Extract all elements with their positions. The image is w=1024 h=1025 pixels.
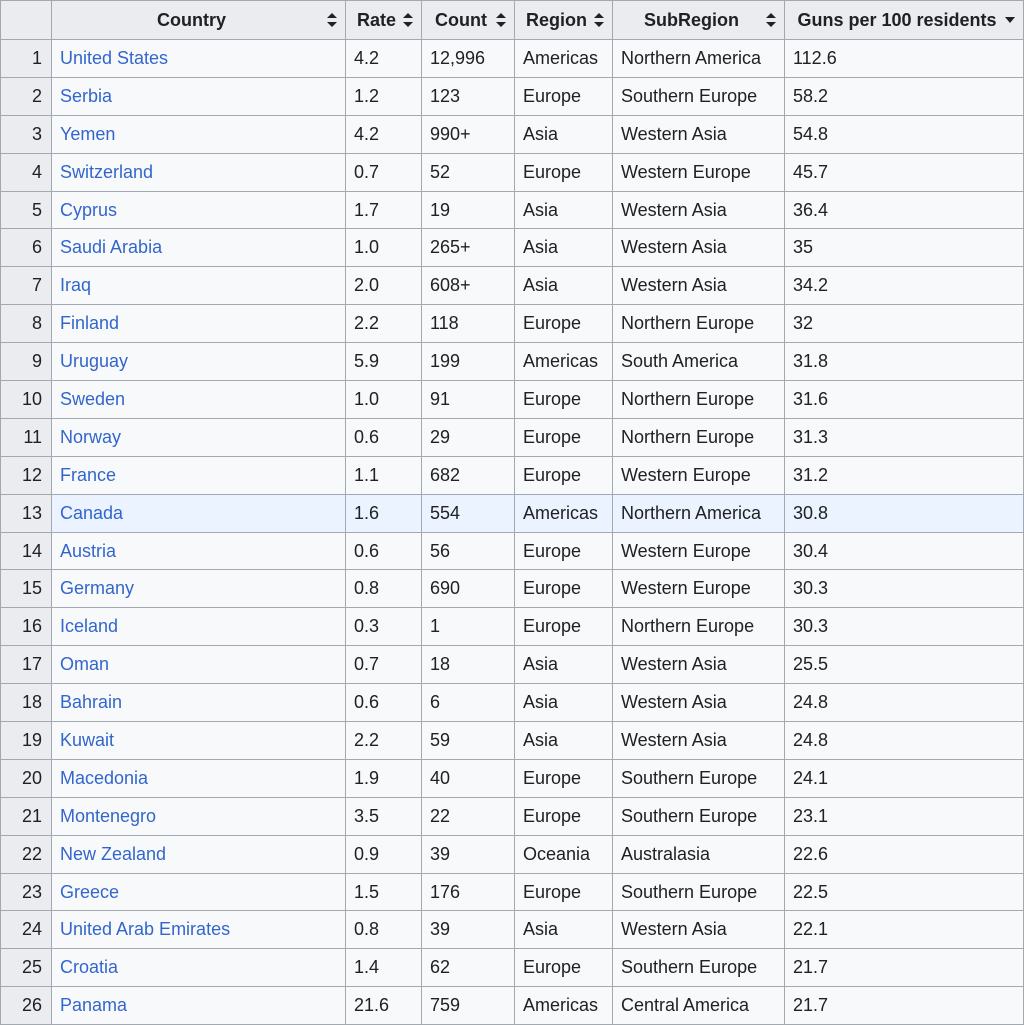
region-cell: Americas	[515, 987, 613, 1025]
country-cell	[52, 684, 346, 722]
row-index: 26	[1, 987, 52, 1025]
country-cell	[52, 305, 346, 343]
row-index: 22	[1, 835, 52, 873]
guns-per-100-cell: 22.6	[785, 835, 1024, 873]
row-index: 4	[1, 153, 52, 191]
subregion-cell: Central America	[613, 987, 785, 1025]
guns-per-100-cell: 35	[785, 229, 1024, 267]
country-cell	[52, 343, 346, 381]
guns-per-100-cell: 34.2	[785, 267, 1024, 305]
country-link[interactable]: Bahrain	[60, 692, 123, 713]
region-cell: Asia	[515, 646, 613, 684]
region-cell: Europe	[515, 797, 613, 835]
guns-per-100-cell: 112.6	[785, 40, 1024, 78]
count-cell: 123	[422, 77, 515, 115]
table-row	[1, 608, 1024, 646]
table-row	[1, 229, 1024, 267]
guns-per-100-cell: 32	[785, 305, 1024, 343]
count-cell: 40	[422, 759, 515, 797]
subregion-cell: Western Asia	[613, 229, 785, 267]
guns-per-100-cell: 54.8	[785, 115, 1024, 153]
guns-per-100-cell: 30.3	[785, 608, 1024, 646]
count-header-label: Count	[435, 9, 487, 30]
country-link[interactable]: Oman	[60, 654, 110, 675]
rate-cell: 2.0	[346, 267, 422, 305]
country-cell	[52, 267, 346, 305]
region-cell: Asia	[515, 267, 613, 305]
count-cell: 52	[422, 153, 515, 191]
sort-both-icon[interactable]	[766, 13, 776, 27]
rate-cell: 1.6	[346, 494, 422, 532]
table-row	[1, 684, 1024, 722]
country-cell	[52, 418, 346, 456]
count-column-header[interactable]	[422, 1, 515, 40]
country-link[interactable]: Panama	[60, 995, 128, 1016]
count-cell: 1	[422, 608, 515, 646]
guns-per-100-cell: 36.4	[785, 191, 1024, 229]
country-link[interactable]: United States	[60, 47, 169, 68]
country-cell	[52, 987, 346, 1025]
country-cell	[52, 911, 346, 949]
row-index: 25	[1, 949, 52, 987]
table-row	[1, 381, 1024, 419]
rate-cell: 0.9	[346, 835, 422, 873]
row-index: 1	[1, 40, 52, 78]
row-index: 11	[1, 418, 52, 456]
region-cell: Europe	[515, 532, 613, 570]
country-link[interactable]: Norway	[60, 426, 122, 447]
guns-per-100-cell: 23.1	[785, 797, 1024, 835]
rate-cell: 0.8	[346, 570, 422, 608]
subregion-cell: Southern Europe	[613, 77, 785, 115]
table-row	[1, 77, 1024, 115]
table-row	[1, 40, 1024, 78]
region-cell: Europe	[515, 873, 613, 911]
country-link[interactable]: United Arab Emirates	[60, 919, 231, 940]
region-cell: Europe	[515, 949, 613, 987]
subregion-cell: Northern Europe	[613, 418, 785, 456]
rate-cell: 1.1	[346, 456, 422, 494]
subregion-cell: Western Asia	[613, 684, 785, 722]
region-cell: Asia	[515, 191, 613, 229]
country-cell	[52, 153, 346, 191]
count-cell: 29	[422, 418, 515, 456]
rate-header-label: Rate	[356, 9, 396, 30]
region-cell: Oceania	[515, 835, 613, 873]
subregion-cell: Northern Europe	[613, 381, 785, 419]
guns-per-100-cell: 21.7	[785, 949, 1024, 987]
count-cell: 39	[422, 835, 515, 873]
subregion-cell: Western Asia	[613, 911, 785, 949]
table-row	[1, 418, 1024, 456]
subregion-header-label: SubRegion	[644, 9, 739, 30]
table-row	[1, 343, 1024, 381]
count-cell: 608+	[422, 267, 515, 305]
region-cell: Asia	[515, 722, 613, 760]
country-link[interactable]: Switzerland	[60, 161, 154, 182]
region-cell: Asia	[515, 229, 613, 267]
country-link[interactable]: Saudi Arabia	[60, 237, 163, 258]
guns-per-100-cell: 30.3	[785, 570, 1024, 608]
row-index: 12	[1, 456, 52, 494]
row-index: 16	[1, 608, 52, 646]
row-index: 14	[1, 532, 52, 570]
country-link[interactable]: Greece	[60, 881, 120, 902]
region-cell: Europe	[515, 608, 613, 646]
country-link[interactable]: Cyprus	[60, 199, 118, 220]
rate-cell: 1.0	[346, 381, 422, 419]
guns-per-100-cell: 25.5	[785, 646, 1024, 684]
country-link[interactable]: Finland	[60, 313, 120, 334]
table-row	[1, 153, 1024, 191]
region-cell: Asia	[515, 115, 613, 153]
subregion-cell: Western Asia	[613, 646, 785, 684]
country-cell	[52, 835, 346, 873]
table-row	[1, 191, 1024, 229]
country-column-header[interactable]	[52, 1, 346, 40]
region-cell: Europe	[515, 456, 613, 494]
guns-per-100-cell: 45.7	[785, 153, 1024, 191]
count-cell: 12,996	[422, 40, 515, 78]
sort-both-icon[interactable]	[496, 13, 506, 27]
region-column-header[interactable]	[515, 1, 613, 40]
rate-cell: 0.3	[346, 608, 422, 646]
sort-both-icon[interactable]	[403, 13, 413, 27]
count-cell: 22	[422, 797, 515, 835]
row-index: 6	[1, 229, 52, 267]
count-cell: 59	[422, 722, 515, 760]
guns-per-100-cell: 58.2	[785, 77, 1024, 115]
rate-cell: 1.4	[346, 949, 422, 987]
country-cell	[52, 873, 346, 911]
country-cell	[52, 722, 346, 760]
country-link[interactable]: France	[60, 464, 117, 485]
region-header-label: Region	[526, 9, 587, 30]
subregion-cell: Northern Europe	[613, 608, 785, 646]
country-cell	[52, 532, 346, 570]
rate-cell: 1.0	[346, 229, 422, 267]
country-link[interactable]: Canada	[60, 502, 124, 523]
table-row	[1, 797, 1024, 835]
subregion-cell: Western Europe	[613, 153, 785, 191]
row-index: 20	[1, 759, 52, 797]
country-link[interactable]: Yemen	[60, 123, 116, 144]
country-cell	[52, 646, 346, 684]
country-cell	[52, 115, 346, 153]
country-cell	[52, 229, 346, 267]
row-index: 7	[1, 267, 52, 305]
guns-per-100-cell: 24.1	[785, 759, 1024, 797]
table-row	[1, 722, 1024, 760]
guns-per-100-cell: 22.5	[785, 873, 1024, 911]
country-cell	[52, 494, 346, 532]
table-row	[1, 115, 1024, 153]
row-index: 17	[1, 646, 52, 684]
country-link[interactable]: Montenegro	[60, 805, 157, 826]
sort-both-icon[interactable]	[327, 13, 337, 27]
subregion-cell: Australasia	[613, 835, 785, 873]
region-cell: Europe	[515, 381, 613, 419]
table-row	[1, 494, 1024, 532]
rate-cell: 0.7	[346, 646, 422, 684]
count-cell: 199	[422, 343, 515, 381]
row-index: 10	[1, 381, 52, 419]
guns-per-100-cell: 30.4	[785, 532, 1024, 570]
rate-cell: 4.2	[346, 115, 422, 153]
table-row	[1, 570, 1024, 608]
region-cell: Americas	[515, 343, 613, 381]
guns-per-100-cell: 31.2	[785, 456, 1024, 494]
guns-per-100-cell: 30.8	[785, 494, 1024, 532]
subregion-cell: Western Asia	[613, 191, 785, 229]
subregion-cell: Northern Europe	[613, 305, 785, 343]
count-cell: 265+	[422, 229, 515, 267]
count-cell: 176	[422, 873, 515, 911]
rate-cell: 4.2	[346, 40, 422, 78]
rate-cell: 0.7	[346, 153, 422, 191]
country-cell	[52, 759, 346, 797]
country-link[interactable]: Austria	[60, 540, 117, 561]
rate-cell: 0.6	[346, 684, 422, 722]
region-cell: Asia	[515, 684, 613, 722]
count-cell: 62	[422, 949, 515, 987]
country-cell	[52, 949, 346, 987]
country-header-label: Country	[157, 9, 226, 30]
count-cell: 682	[422, 456, 515, 494]
count-cell: 56	[422, 532, 515, 570]
table-row	[1, 759, 1024, 797]
table-row	[1, 873, 1024, 911]
country-link[interactable]: Macedonia	[60, 767, 149, 788]
country-link[interactable]: Croatia	[60, 957, 119, 978]
country-link[interactable]: Kuwait	[60, 729, 115, 750]
country-link[interactable]: Germany	[60, 578, 135, 599]
guns-per-100-cell: 31.8	[785, 343, 1024, 381]
count-cell: 759	[422, 987, 515, 1025]
rate-column-header[interactable]	[346, 1, 422, 40]
subregion-cell: Western Europe	[613, 570, 785, 608]
country-link[interactable]: Serbia	[60, 85, 113, 106]
country-cell	[52, 456, 346, 494]
country-cell	[52, 608, 346, 646]
row-index: 23	[1, 873, 52, 911]
table-row	[1, 305, 1024, 343]
count-cell: 6	[422, 684, 515, 722]
row-index: 24	[1, 911, 52, 949]
rate-cell: 1.9	[346, 759, 422, 797]
subregion-cell: Western Europe	[613, 532, 785, 570]
country-link[interactable]: New Zealand	[60, 843, 167, 864]
subregion-cell: Northern America	[613, 40, 785, 78]
country-cell	[52, 381, 346, 419]
rate-cell: 0.8	[346, 911, 422, 949]
count-cell: 690	[422, 570, 515, 608]
region-cell: Americas	[515, 494, 613, 532]
count-cell: 19	[422, 191, 515, 229]
subregion-cell: Western Europe	[613, 456, 785, 494]
table-row	[1, 267, 1024, 305]
guns-per-100-cell: 24.8	[785, 684, 1024, 722]
region-cell: Europe	[515, 77, 613, 115]
row-index: 2	[1, 77, 52, 115]
row-index: 3	[1, 115, 52, 153]
row-index: 5	[1, 191, 52, 229]
rate-cell: 1.2	[346, 77, 422, 115]
rate-cell: 0.6	[346, 532, 422, 570]
region-cell: Asia	[515, 911, 613, 949]
table-row	[1, 835, 1024, 873]
region-cell: Europe	[515, 305, 613, 343]
table-row	[1, 949, 1024, 987]
country-link[interactable]: Iraq	[60, 275, 92, 296]
sort-descending-icon[interactable]	[1005, 16, 1015, 24]
row-index: 8	[1, 305, 52, 343]
region-cell: Europe	[515, 418, 613, 456]
country-cell	[52, 191, 346, 229]
count-cell: 18	[422, 646, 515, 684]
subregion-cell: Western Asia	[613, 722, 785, 760]
guns-per-100-cell: 31.6	[785, 381, 1024, 419]
country-link[interactable]: Uruguay	[60, 351, 129, 372]
row-index: 9	[1, 343, 52, 381]
subregion-cell: Southern Europe	[613, 949, 785, 987]
guns-per-100-column-header[interactable]	[785, 1, 1024, 40]
count-cell: 554	[422, 494, 515, 532]
count-cell: 39	[422, 911, 515, 949]
count-cell: 990+	[422, 115, 515, 153]
sort-both-icon[interactable]	[594, 13, 604, 27]
row-index: 18	[1, 684, 52, 722]
region-cell: Europe	[515, 153, 613, 191]
subregion-cell: Northern America	[613, 494, 785, 532]
rate-cell: 5.9	[346, 343, 422, 381]
region-cell: Europe	[515, 759, 613, 797]
guns-per-100-cell: 31.3	[785, 418, 1024, 456]
guns-per-100-cell: 22.1	[785, 911, 1024, 949]
country-link[interactable]: Sweden	[60, 388, 126, 409]
region-cell: Europe	[515, 570, 613, 608]
rate-cell: 1.5	[346, 873, 422, 911]
guns-per-100-cell: 21.7	[785, 987, 1024, 1025]
row-index: 13	[1, 494, 52, 532]
subregion-cell: Southern Europe	[613, 873, 785, 911]
row-index: 21	[1, 797, 52, 835]
table-row	[1, 532, 1024, 570]
subregion-cell: Southern Europe	[613, 759, 785, 797]
rate-cell: 1.7	[346, 191, 422, 229]
region-cell: Americas	[515, 40, 613, 78]
country-cell	[52, 77, 346, 115]
table-row	[1, 646, 1024, 684]
subregion-column-header[interactable]	[613, 1, 785, 40]
index-column-header	[1, 1, 52, 40]
subregion-cell: Western Asia	[613, 115, 785, 153]
header-row	[1, 1, 1024, 40]
table-body	[1, 40, 1024, 1025]
rate-cell: 3.5	[346, 797, 422, 835]
subregion-cell: Southern Europe	[613, 797, 785, 835]
table-row	[1, 911, 1024, 949]
count-cell: 118	[422, 305, 515, 343]
rate-cell: 2.2	[346, 722, 422, 760]
country-link[interactable]: Iceland	[60, 616, 119, 637]
rate-cell: 0.6	[346, 418, 422, 456]
rate-cell: 2.2	[346, 305, 422, 343]
guns-header-label: Guns per 100 residents	[797, 9, 997, 30]
count-cell: 91	[422, 381, 515, 419]
rate-cell: 21.6	[346, 987, 422, 1025]
subregion-cell: Western Asia	[613, 267, 785, 305]
row-index: 19	[1, 722, 52, 760]
row-index: 15	[1, 570, 52, 608]
country-cell	[52, 40, 346, 78]
country-cell	[52, 570, 346, 608]
guns-per-100-cell: 24.8	[785, 722, 1024, 760]
table-row	[1, 987, 1024, 1025]
country-cell	[52, 797, 346, 835]
subregion-cell: South America	[613, 343, 785, 381]
table-row	[1, 456, 1024, 494]
